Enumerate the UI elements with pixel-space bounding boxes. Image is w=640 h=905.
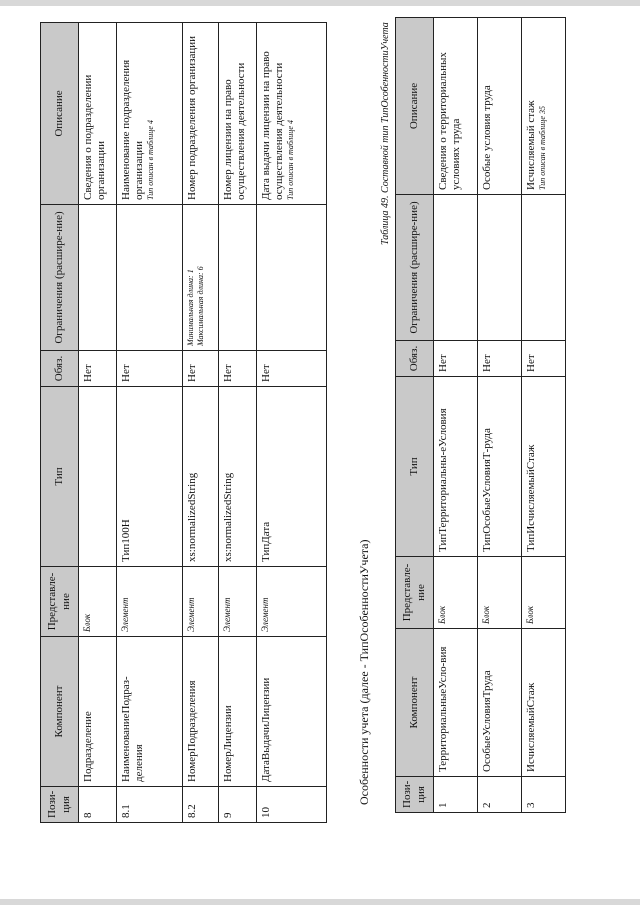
cell-component: НаименованиеПодраз-деления — [117, 637, 183, 787]
cell-description — [257, 23, 327, 205]
cell-representation: Элемент — [183, 567, 219, 637]
header-component: Компонент — [41, 637, 79, 787]
cell-component: Подразделение — [79, 637, 117, 787]
cell-position: 8.1 — [117, 787, 183, 823]
cell-description — [79, 23, 117, 205]
cell-required: Нет — [478, 341, 522, 377]
cell-description — [478, 18, 522, 195]
cell-type: ТипИсчисляемыйСтаж — [522, 377, 566, 557]
table-header-row — [41, 23, 79, 823]
cell-component: НомерПодразделения — [183, 637, 219, 787]
table-header-row — [396, 18, 434, 813]
cell-restrictions — [183, 205, 219, 351]
cell-required: Нет — [183, 351, 219, 387]
table-row — [79, 23, 117, 823]
table-row — [219, 23, 257, 823]
cell-restrictions — [257, 205, 327, 351]
table-row — [478, 18, 522, 813]
description-text: Номер лицензии на право осуществления деятельности — [222, 62, 248, 200]
cell-type: xs:normalizedString — [219, 387, 257, 567]
cell-component: ТерриториальныеУсло-вия — [434, 629, 478, 777]
cell-restrictions — [117, 205, 183, 351]
cell-position: 10 — [257, 787, 327, 823]
type-note: Тип описан в таблице 35 — [538, 106, 548, 190]
header-type: Тип — [41, 387, 79, 567]
description-text: Сведения о территориальных условиях труда — [437, 52, 463, 190]
cell-representation: Блок — [434, 557, 478, 629]
table-row — [522, 18, 566, 813]
table-row — [434, 18, 478, 813]
cell-component: ОсобыеУсловияТруда — [478, 629, 522, 777]
cell-representation: Элемент — [219, 567, 257, 637]
cell-required: Нет — [434, 341, 478, 377]
cell-type: xs:normalizedString — [183, 387, 219, 567]
header-representation: Представле-ние — [396, 557, 434, 629]
cell-component: ИсчисляемыйСтаж — [522, 629, 566, 777]
min-length-note: Минимальная длина: 1 — [186, 269, 195, 346]
component-table-2 — [395, 17, 566, 813]
section-heading: Особенности учета (далее - ТипОсобенностиУчета) — [357, 539, 371, 805]
cell-position: 2 — [478, 777, 522, 813]
cell-representation: Элемент — [257, 567, 327, 637]
cell-required: Нет — [257, 351, 327, 387]
header-type: Тип — [396, 377, 434, 557]
cell-position: 8 — [79, 787, 117, 823]
description-text: Особые условия труда — [481, 85, 493, 190]
cell-required: Нет — [219, 351, 257, 387]
cell-description — [219, 23, 257, 205]
cell-description — [183, 23, 219, 205]
header-description: Описание — [396, 18, 434, 195]
cell-representation: Блок — [478, 557, 522, 629]
header-description: Описание — [41, 23, 79, 205]
cell-component: НомерЛицензии — [219, 637, 257, 787]
cell-restrictions — [219, 205, 257, 351]
header-restrictions: Ограничения (расшире-ние) — [41, 205, 79, 351]
cell-representation: Элемент — [117, 567, 183, 637]
table-row — [257, 23, 327, 823]
cell-description — [522, 18, 566, 195]
cell-restrictions — [522, 195, 566, 341]
header-position: Пози-ция — [396, 777, 434, 813]
cell-type: ТипОсобыеУсловияТ-руда — [478, 377, 522, 557]
cell-type: Тип100Н — [117, 387, 183, 567]
cell-position: 8.2 — [183, 787, 219, 823]
cell-type: ТипТерриториальны-еУсловия — [434, 377, 478, 557]
max-length-note: Максимальная длина: 6 — [195, 266, 205, 346]
cell-position: 3 — [522, 777, 566, 813]
cell-component: ДатаВыдачиЛицензии — [257, 637, 327, 787]
description-text: Дата выдачи лицензии на право осуществления деятельности — [260, 51, 286, 200]
description-text: Номер подразделения организации — [186, 35, 198, 200]
cell-restrictions — [478, 195, 522, 341]
type-note: Тип описан в таблице 4 — [146, 120, 156, 200]
header-required: Обяз. — [396, 341, 434, 377]
cell-representation: Блок — [522, 557, 566, 629]
header-restrictions: Ограничения (расшире-ние) — [396, 195, 434, 341]
header-representation: Представле-ние — [41, 567, 79, 637]
cell-type: ТипДата — [257, 387, 327, 567]
cell-required: Нет — [117, 351, 183, 387]
description-text: Исчисляемый стаж — [525, 100, 537, 190]
component-table-1 — [40, 22, 327, 823]
type-note: Тип описан в таблице 4 — [286, 120, 296, 200]
cell-restrictions — [79, 205, 117, 351]
description-text: Наименование подразделения организации — [120, 59, 146, 200]
cell-description — [117, 23, 183, 205]
header-position: Пози-ция — [41, 787, 79, 823]
header-required: Обяз. — [41, 351, 79, 387]
cell-position: 1 — [434, 777, 478, 813]
cell-required: Нет — [522, 341, 566, 377]
table-row — [117, 23, 183, 823]
cell-restrictions — [434, 195, 478, 341]
cell-description — [434, 18, 478, 195]
cell-position: 9 — [219, 787, 257, 823]
table-caption: Таблица 49. Составной тип ТипОсобенностиУчета — [380, 22, 391, 245]
description-text: Сведения о подразделении организации — [82, 74, 108, 200]
cell-representation: Блок — [79, 567, 117, 637]
cell-required: Нет — [79, 351, 117, 387]
header-component: Компонент — [396, 629, 434, 777]
table-row — [183, 23, 219, 823]
cell-type — [79, 387, 117, 567]
